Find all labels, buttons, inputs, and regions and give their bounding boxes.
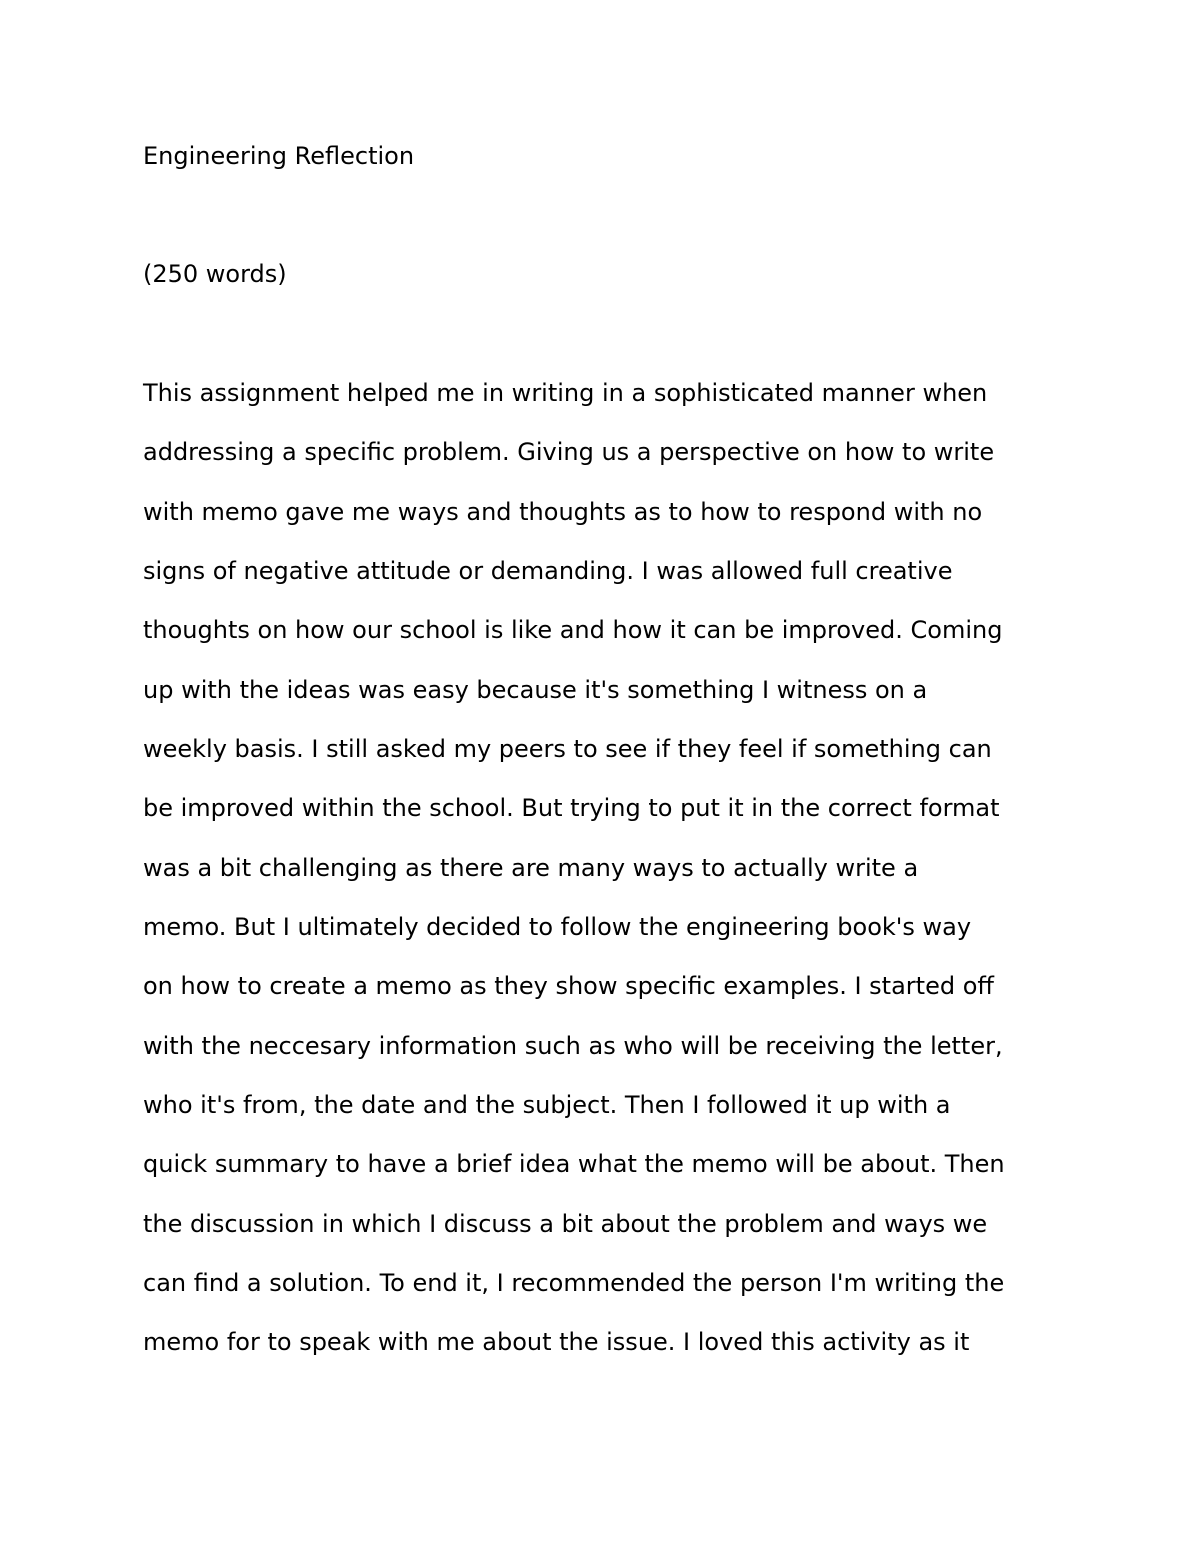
body-line: can find a solution. To end it, I recommended the person I'm writing the — [143, 1269, 1005, 1297]
body-line: thoughts on how our school is like and how it can be improved. Coming — [143, 616, 1003, 644]
body-line: memo. But I ultimately decided to follow the engineering book's way — [143, 913, 972, 941]
body-line: quick summary to have a brief idea what the memo will be about. Then — [143, 1150, 1005, 1178]
body-line: signs of negative attitude or demanding. I was allowed full creative — [143, 557, 953, 585]
body-line: who it's from, the date and the subject. Then I followed it up with a — [143, 1091, 951, 1119]
document-title: Engineering Reflection — [143, 142, 415, 170]
body-line: be improved within the school. But trying to put it in the correct format — [143, 794, 1000, 822]
word-count-note: (250 words) — [143, 260, 287, 288]
body-line: on how to create a memo as they show specific examples. I started off — [143, 972, 994, 1000]
body-line: addressing a specific problem. Giving us a perspective on how to write — [143, 438, 995, 466]
body-line: This assignment helped me in writing in a sophisticated manner when — [143, 379, 988, 407]
body-line: memo for to speak with me about the issue. I loved this activity as it — [143, 1328, 970, 1356]
body-line: with memo gave me ways and thoughts as to how to respond with no — [143, 498, 983, 526]
body-line: with the neccesary information such as who will be receiving the letter, — [143, 1032, 1003, 1060]
body-line: up with the ideas was easy because it's something I witness on a — [143, 676, 928, 704]
body-line: the discussion in which I discuss a bit about the problem and ways we — [143, 1210, 988, 1238]
body-line: was a bit challenging as there are many ways to actually write a — [143, 854, 919, 882]
body-line: weekly basis. I still asked my peers to see if they feel if something can — [143, 735, 992, 763]
